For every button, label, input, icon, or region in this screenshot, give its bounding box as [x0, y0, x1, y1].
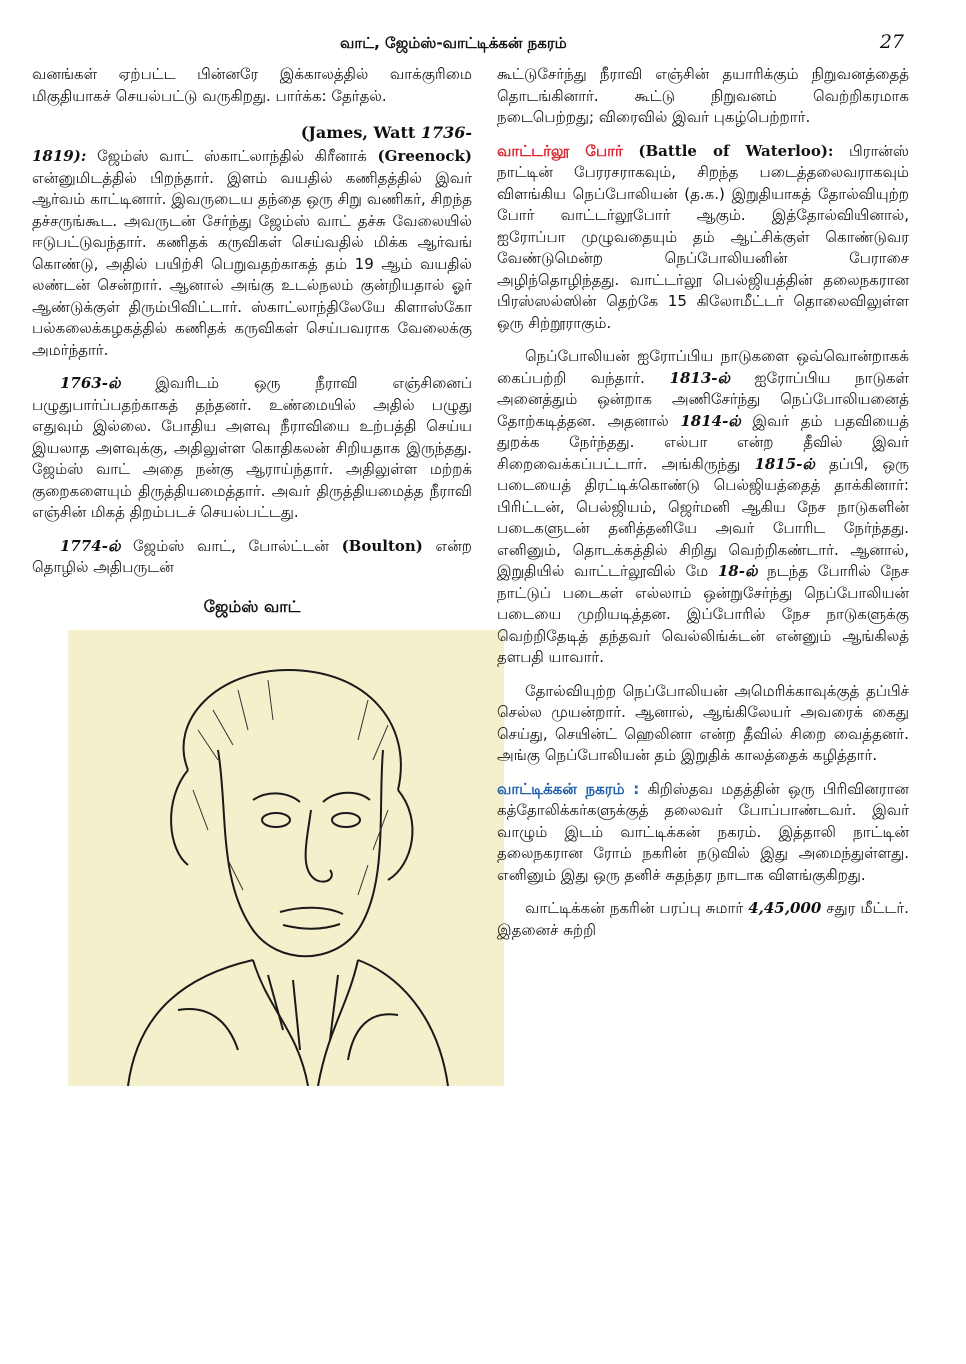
- paragraph-1774-text-b: என்ற தொழில் அதிபருடன்: [32, 536, 472, 576]
- vatican-area-text-2: சதுர மீட்டர். இதனைச் சுற்றி: [497, 899, 909, 939]
- paragraph-james-watt: [32, 146, 472, 361]
- date-may-18: 18-ல்: [717, 562, 758, 580]
- napoleon-text-2: ஐரோப்பிய நாடுகள் அனைத்தும் ஒன்றாக அணிசேர்ந்து நெப்போலியனைத் தோற்கடித்தன. அதனால்: [497, 368, 909, 430]
- james-watt-birth-year: 1736-: [420, 123, 472, 142]
- paragraph-waterloo: [497, 141, 909, 335]
- year-1814: 1814-ல்: [680, 411, 741, 430]
- paragraph-napoleon: [497, 346, 909, 669]
- left-column: [32, 64, 472, 1086]
- page-number: 27: [879, 31, 904, 53]
- vatican-heading: வாட்டிக்கன் நகரம் :: [497, 779, 640, 798]
- paragraph-vatican-area: [497, 898, 909, 941]
- paragraph-1763: [32, 373, 472, 524]
- vatican-area-text-1: வாட்டிக்கன் நகரின் பரப்பு சுமார்: [525, 899, 744, 917]
- james-watt-body: என்னுமிடத்தில் பிறந்தார். இளம் வயதில் கணிதத்தில் இவர் ஆர்வம் காட்டினார். இவருடைய தந்தை ஒரு சிறு வணிகர், சிறந்த தச்சருங்கூட. அவருடன் சேர்ந்து ஜேம்ஸ் வாட் தச்சு வேலையில் ஈடுபட்டுவந்தார். கணிதக் கருவிகள் செய்வதில் மிக்க ஆர்வங் கொண்டு, அதில் பயிற்சி பெறுவதற்காகத் தம் 19 ஆம் வயதில் லண்டன் சென்றார். ஆனால் அங்கு உடல்நலம் குன்றியதால் ஓர் ஆண்டுக்குள் திரும்பிவிட்டார். ஸ்காட்லாந்திலேயே கிளாஸ்கோ பல்கலைக்கழகத்தில் கணிதக் கருவிகள் செய்பவராக வேலைக்கு அமர்ந்தார்.: [32, 168, 472, 359]
- james-watt-intro: ஜேம்ஸ் வாட் ஸ்காட்லாந்தில் கிரீனாக்: [97, 147, 367, 165]
- paragraph-1763-text: இவரிடம் ஒரு நீராவி எஞ்சினைப் பழுதுபார்ப்பதற்காகத் தந்தனர். உண்மையில் அதில் பழுது எதுவும் இல்லை. போதிய அளவு நீராவியை உற்பத்தி செய்ய இயலாத அளவுக்கு, அதிலுள்ள கொதிகலன் சிறியதாக இருந்தது. ஜேம்ஸ் வாட் அதை நன்கு ஆராய்ந்தார். அதிலுள்ள மற்றக் குறைகளையும் திருத்தியமைத்தார். அவர் திருத்தியமைத்த நீராவி எஞ்சின் மிகத் திறம்படச் செயல்பட்டது.: [32, 374, 472, 521]
- paragraph-1774: [32, 536, 472, 579]
- greenock-term: (Greenock): [377, 147, 472, 165]
- running-title: வாட், ஜேம்ஸ்-வாட்டிக்கன் நகரம்: [340, 34, 567, 52]
- paragraph-watt-company: கூட்டுசேர்ந்து நீராவி எஞ்சின் தயாரிக்கும் நிறுவனத்தைத் தொடங்கினார். கூட்டு நிறுவனம் வெற்றிகரமாக நடைபெற்றது; விரைவில் இவர் புகழ்பெற்றார்.: [497, 65, 909, 126]
- vatican-text: கிறிஸ்தவ மதத்தின் ஒரு பிரிவினரான கத்தோலிக்கர்களுக்குத் தலைவர் போப்பாண்டவர். இவர் வாழும் இடம் வாட்டிக்கன் நகரம். இத்தாலி நாட்டின் தலைநகரான ரோம் நகரின் நடுவில் இது அமைந்துள்ளது. எனினும் இது ஒரு தனிச் சுதந்தர நாடாக விளங்குகிறது.: [497, 779, 909, 884]
- james-watt-heading: [32, 123, 472, 142]
- paragraph-vatican: [497, 779, 909, 887]
- waterloo-english-term: (Battle of Waterloo):: [638, 141, 834, 160]
- right-column: [497, 64, 909, 941]
- waterloo-text: பிரான்ஸ் நாட்டின் பேரரசராகவும், சிறந்த படைத்தலைவராகவும் விளங்கிய நெப்போலியன் (த.க.) இறுதியாகத் தோல்வியுற்ற போர் வாட்டர்லூபோர் ஆகும். இத்தோல்வியினால், ஐரோப்பா முழுவதையும் தம் ஆட்சிக்குள் கொண்டுவர வேண்டுமென்ற நெப்போலியனின் பேராசை அழிந்தொழிந்தது. வாட்டர்லூ பெல்ஜியத்தின் தலைநகரான பிரஸ்ஸல்ஸின் தெற்கே 15 கிலோமீட்டர் தொலைவிலுள்ள ஒரு சிற்றூராகும்.: [497, 141, 909, 332]
- napoleon-text-4: தப்பி, ஒரு படையைத் திரட்டிக்கொண்டு பெல்ஜியத்தைத் தாக்கினார்: பிரிட்டன், பெல்ஜியம், ஜெர்மனி ஆகிய நேச நாடுகளின் படைகளுடன் தனித்தனியே அவர் போரிட நேர்ந்தது. எனினும், தொடக்கத்தில் சிறிது வெற்றிகண்டார். ஆனால், இறுதியில் வாட்டர்லூவில் மே: [497, 454, 909, 580]
- boulton-term: (Boulton): [341, 536, 423, 555]
- james-watt-heading-name: (James, Watt: [300, 123, 416, 142]
- paragraph-1774-text-a: ஜேம்ஸ் வாட், போல்ட்டன்: [133, 536, 329, 555]
- year-1813: 1813-ல்: [669, 368, 730, 387]
- year-1774: 1774-ல்: [60, 536, 121, 555]
- paragraph-napoleon-defeat: தோல்வியுற்ற நெப்போலியன் அமெரிக்காவுக்குத் தப்பிச் செல்ல முயன்றார். ஆனால், ஆங்கிலேயர் அவரைக் கைது செய்து, செயின்ட் ஹெலினா என்ற தீவில் சிறை வைத்தனர். அங்கு நெப்போலியன் தம் இறுதிக் காலத்தைக் கழித்தார்.: [497, 681, 909, 764]
- james-watt-portrait: [68, 630, 504, 1086]
- portrait-sketch-icon: [68, 630, 504, 1086]
- napoleon-text-5: நடந்த போரில் நேச நாட்டுப் படைகள் எல்லாம் ஒன்றுசேர்ந்து நெப்போலியன் படையை முறியடித்தன. இப்போரில் நேச நாடுகளுக்கு வெற்றிதேடித் தந்தவர் வெல்லிங்க்டன் என்னும் ஆங்கிலத் தளபதி யாவார்.: [497, 562, 909, 666]
- year-1815: 1815-ல்: [754, 454, 815, 473]
- napoleon-text-1: நெப்போலியன் ஐரோப்பிய நாடுகளை ஒவ்வொன்றாகக் கைப்பற்றி வந்தார்.: [497, 347, 909, 387]
- year-1763: 1763-ல்: [60, 374, 121, 392]
- napoleon-text-3: இவர் தம் பதவியைத் துறக்க நேர்ந்தது. எல்பா என்ற தீவில் இவர் சிறைவைக்கப்பட்டார். அங்கிருந்து: [497, 411, 909, 473]
- portrait-caption: ஜேம்ஸ் வாட்: [203, 596, 301, 616]
- waterloo-heading: வாட்டர்லூ போர்: [497, 141, 623, 160]
- paragraph-voting-cont: வனங்கள் ஏற்பட்ட பின்னரே இக்காலத்தில் வாக்குரிமை மிகுதியாகச் செயல்பட்டு வருகிறது. பார்க்க: தேர்தல்.: [32, 65, 472, 105]
- vatican-area-number: 4,45,000: [748, 899, 822, 917]
- page-header: [0, 31, 966, 64]
- james-watt-death-year: 1819):: [32, 147, 87, 165]
